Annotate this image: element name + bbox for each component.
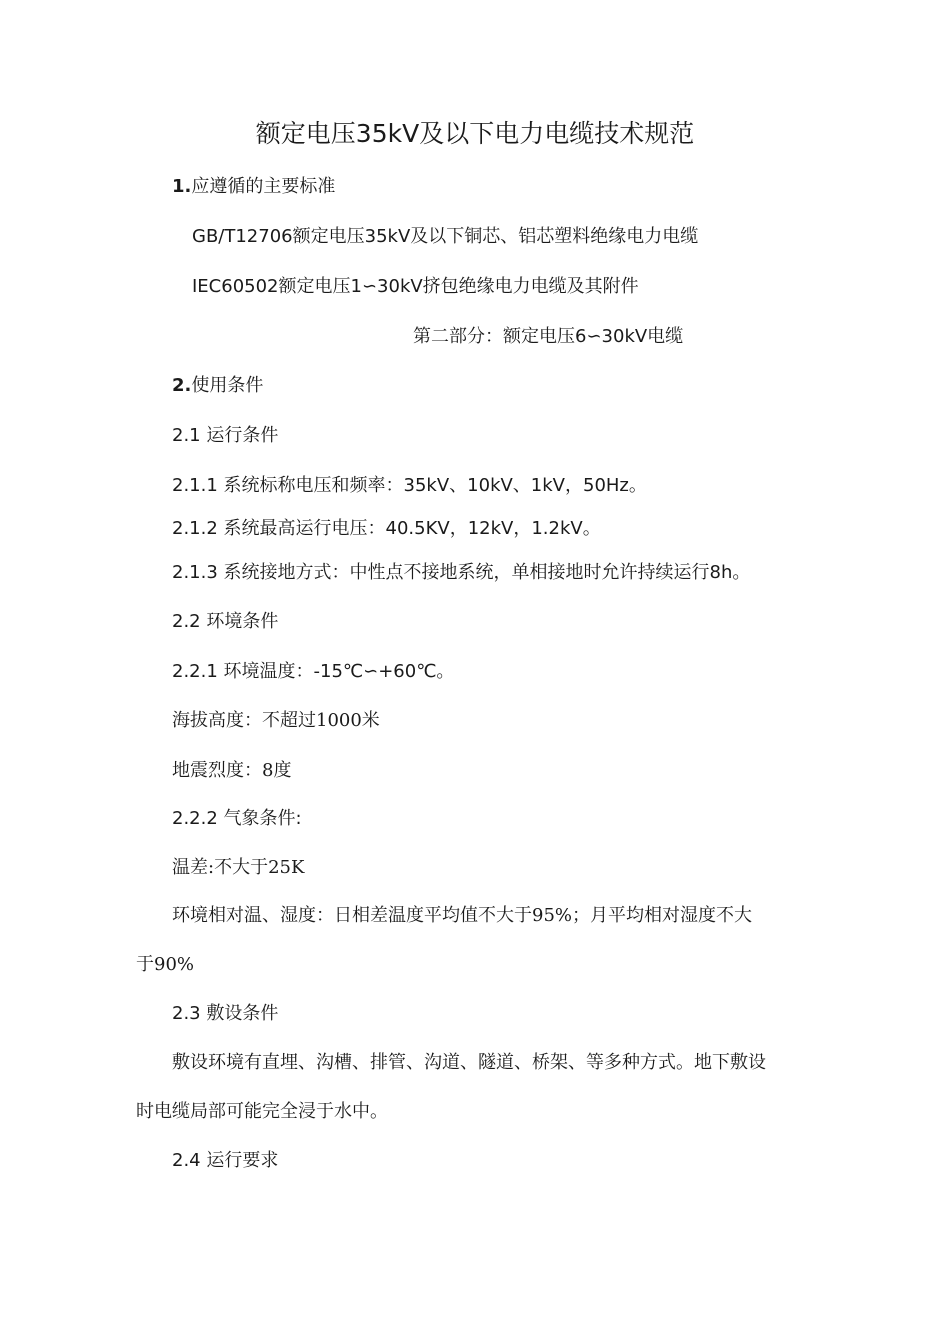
section-2-1-1-voltage-frequency: 2.1.1 系统标称电压和频率：35kV、10kV、1kV，50Hz。 bbox=[172, 475, 647, 496]
document-title: 额定电压35kV及以下电力电缆技术规范 bbox=[255, 119, 695, 148]
section-1-heading bbox=[172, 175, 335, 199]
section-1-number: 1. bbox=[172, 176, 192, 197]
section-2-number: 2. bbox=[172, 375, 192, 396]
section-2-1-3-grounding: 2.1.3 系统接地方式：中性点不接地系统，单相接地时允许持续运行8h。 bbox=[172, 562, 751, 583]
standard-gb-t12706: GB/T12706额定电压35kV及以下铜芯、铝芯塑料绝缘电力电缆 bbox=[192, 226, 699, 247]
section-2-2-1-temperature: 2.2.1 环境温度：-15℃∽+60℃。 bbox=[172, 661, 455, 682]
section-2-1-2-max-voltage: 2.1.2 系统最高运行电压：40.5KV，12kV，1.2kV。 bbox=[172, 518, 601, 539]
laying-line-1: 敷设环境有直埋、沟槽、排管、沟道、隧道、桥架、等多种方式。地下敷设 bbox=[172, 1052, 766, 1073]
section-2-4-heading: 2.4 运行要求 bbox=[172, 1150, 279, 1171]
section-2-heading bbox=[172, 374, 263, 398]
standard-iec60502: IEC60502额定电压1∽30kV挤包绝缘电力电缆及其附件 bbox=[192, 276, 639, 297]
altitude-line: 海拔高度：不超过1000米 bbox=[172, 710, 380, 731]
seismic-line: 地震烈度：8度 bbox=[172, 760, 292, 781]
section-2-2-heading: 2.2 环境条件 bbox=[172, 611, 279, 632]
temperature-difference-line: 温差:不大于25K bbox=[172, 857, 305, 878]
section-2-title: 使用条件 bbox=[191, 375, 264, 396]
section-2-1-heading: 2.1 运行条件 bbox=[172, 425, 279, 446]
section-1-title: 应遵循的主要标准 bbox=[191, 176, 336, 197]
humidity-line-1: 环境相对温、湿度：日相差温度平均值不大于95%；月平均相对湿度不大 bbox=[172, 905, 753, 926]
laying-line-2: 时电缆局部可能完全浸于水中。 bbox=[136, 1101, 388, 1122]
humidity-line-2: 于90% bbox=[136, 954, 195, 975]
section-2-3-heading: 2.3 敷设条件 bbox=[172, 1003, 279, 1024]
section-2-2-2-weather: 2.2.2 气象条件: bbox=[172, 808, 302, 829]
standard-part-note: 第二部分：额定电压6∽30kV电缆 bbox=[413, 326, 684, 347]
